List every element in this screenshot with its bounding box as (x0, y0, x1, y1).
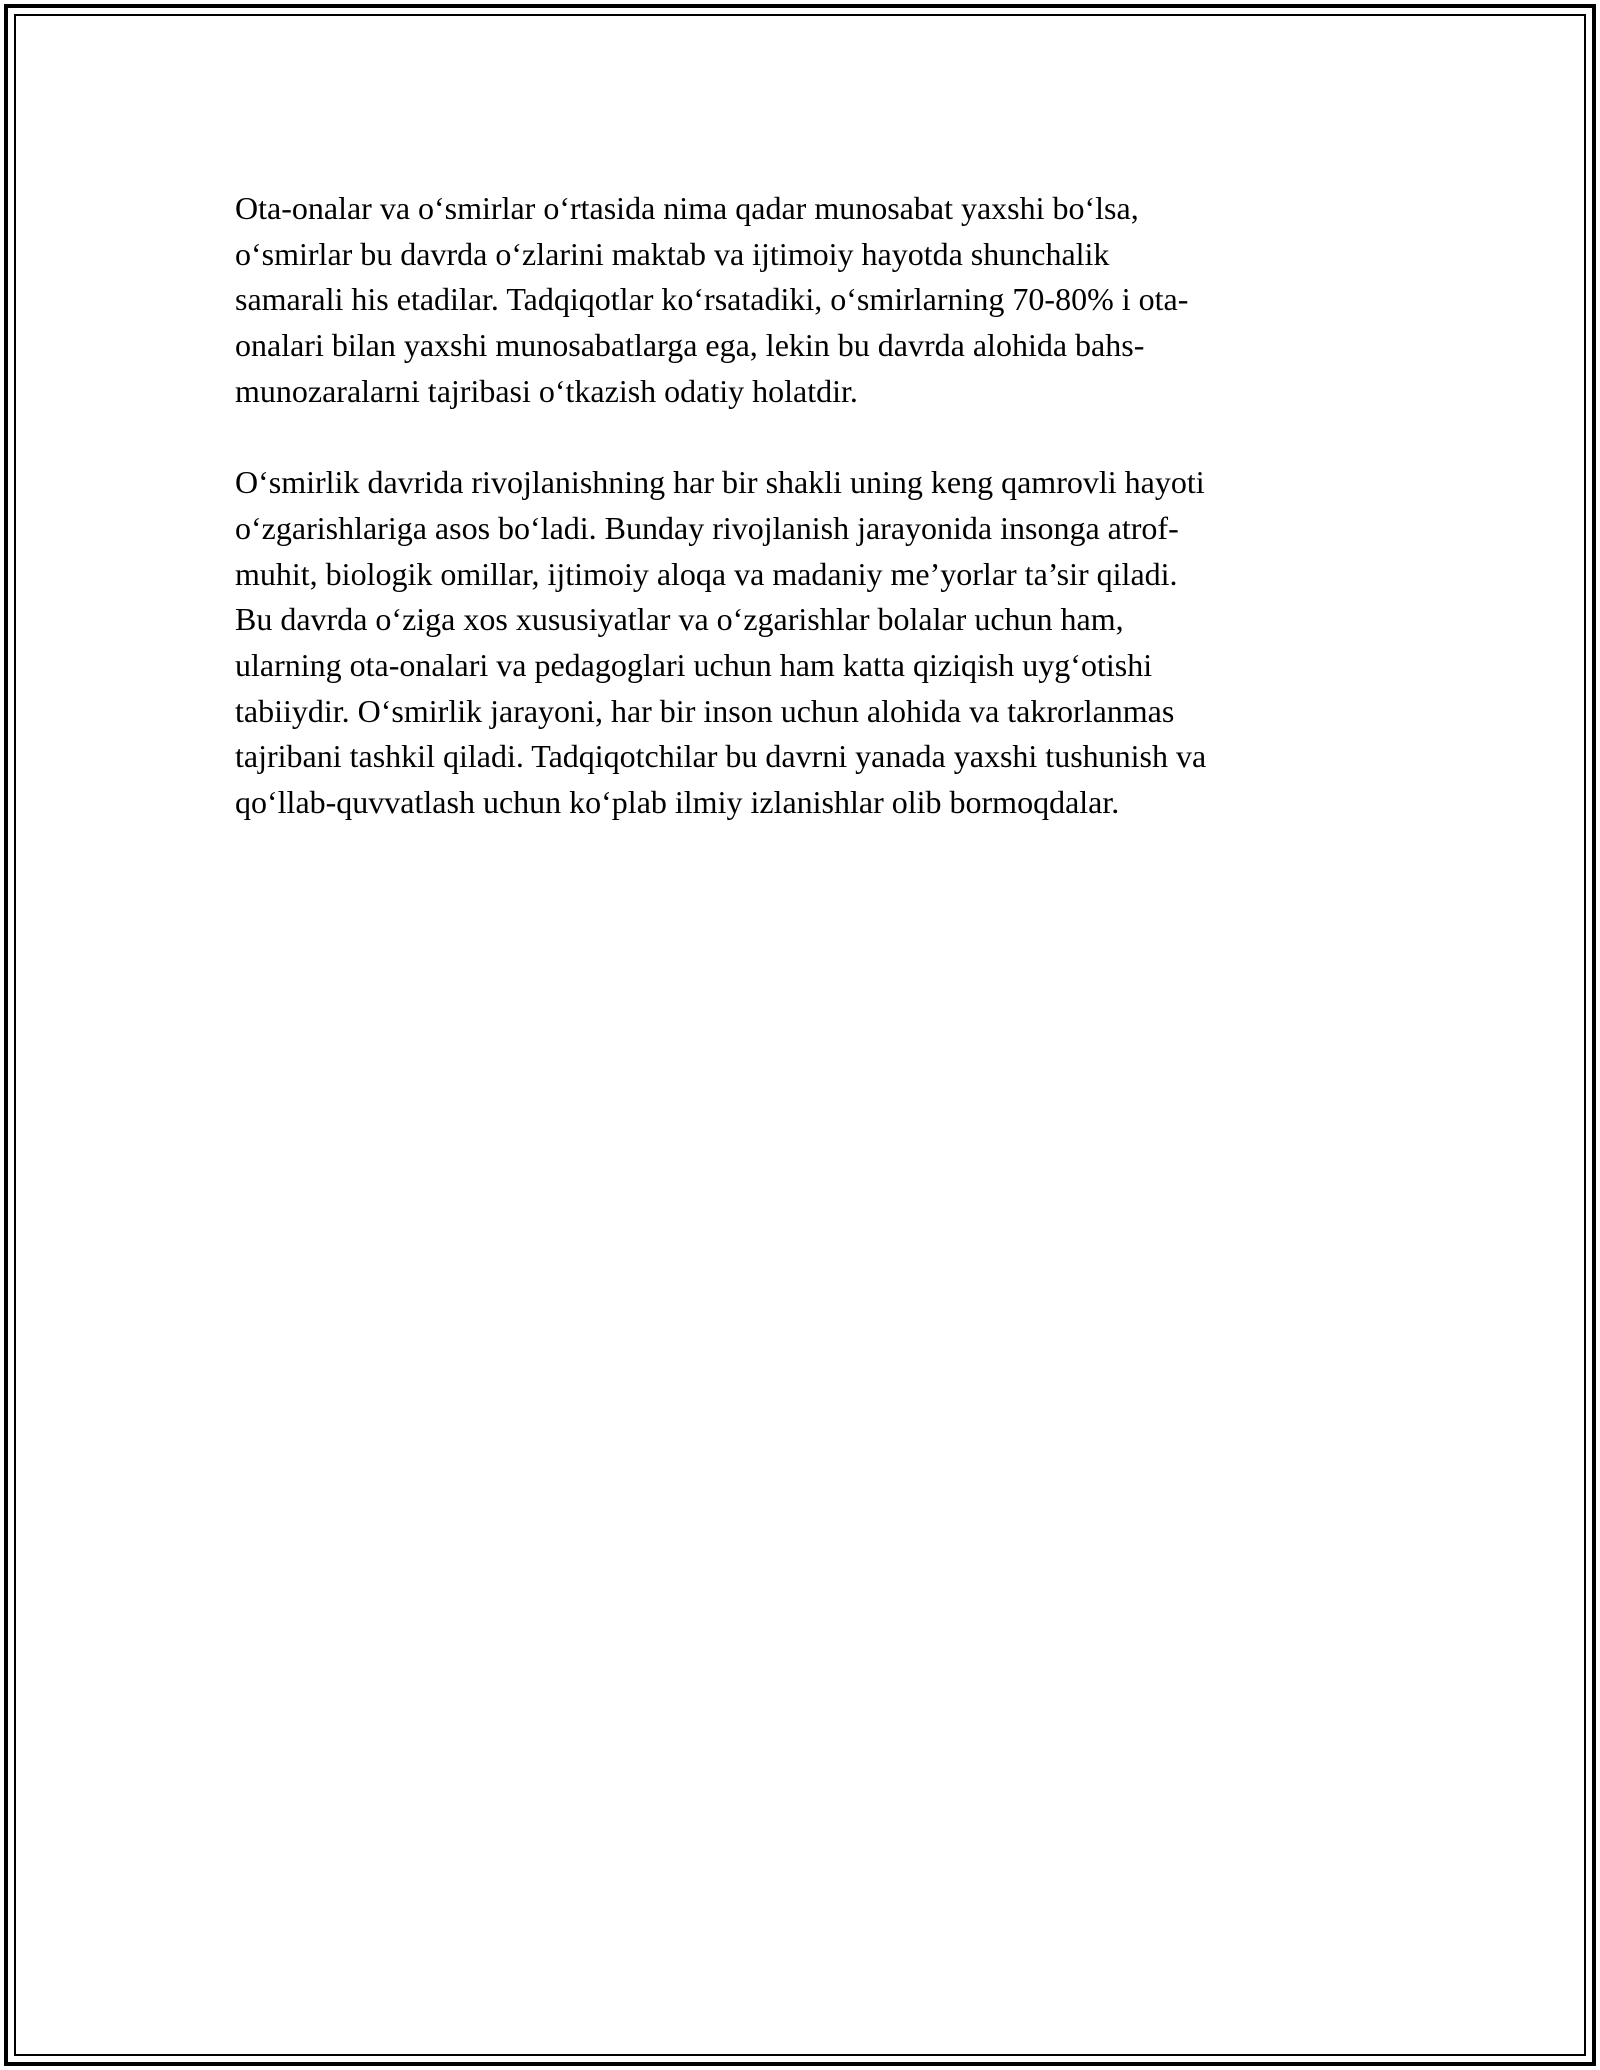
text-line: tabiiydir. O‘smirlik jarayoni, har bir inson uchun alohida va takrorlanmas (235, 692, 1175, 729)
text-line: o‘smirlar bu davrda o‘zlarini maktab va ijtimoiy hayotda shunchalik (235, 235, 1110, 272)
text-line: samarali his etadilar. Tadqiqotlar ko‘rsatadiki, o‘smirlarning 70-80% i ota- (235, 281, 1189, 318)
text-line: qo‘llab-quvvatlash uchun ko‘plab ilmiy izlanishlar olib bormoqdalar. (235, 783, 1120, 820)
paragraph-2 (235, 460, 1365, 826)
text-line: O‘smirlik davrida rivojlanishning har bir shakli uning keng qamrovli hayoti (235, 464, 1205, 501)
text-line: Bu davrda o‘ziga xos xususiyatlar va o‘zgarishlar bolalar uchun ham, (235, 601, 1124, 638)
text-line: munozaralarni tajribasi o‘tkazish odatiy holatdir. (235, 372, 858, 409)
text-line: tajribani tashkil qiladi. Tadqiqotchilar bu davrni yanada yaxshi tushunish va (235, 738, 1207, 775)
text-line: onalari bilan yaxshi munosabatlarga ega, lekin bu davrda alohida bahs- (235, 327, 1145, 364)
text-line: o‘zgarishlariga asos bo‘ladi. Bunday rivojlanish jarayonida insonga atrof- (235, 509, 1179, 546)
text-line: Ota-onalar va o‘smirlar o‘rtasida nima qadar munosabat yaxshi bo‘lsa, (235, 190, 1139, 226)
document-body (235, 186, 1365, 826)
paragraph-1 (235, 186, 1365, 414)
text-line: muhit, biologik omillar, ijtimoiy aloqa va madaniy me’yorlar ta’sir qiladi. (235, 555, 1178, 592)
text-line: ularning ota-onalari va pedagoglari uchun ham katta qiziqish uyg‘otishi (235, 646, 1153, 683)
